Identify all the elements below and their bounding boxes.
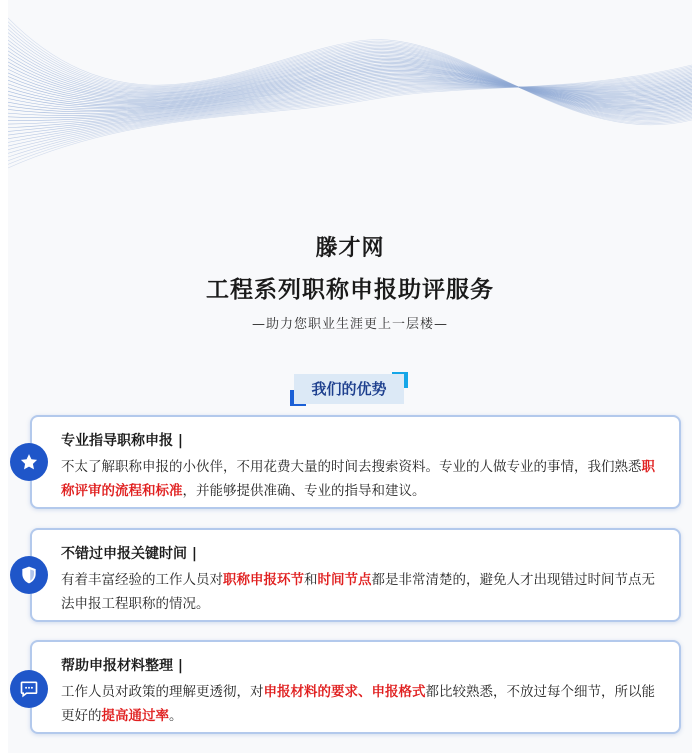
advantage-card-1 <box>30 415 681 509</box>
brand-name: 滕才网 <box>315 236 385 261</box>
body-text: 都是非常清楚的，避免人才出现错过时间节点无法申报工程职称的情况。 <box>61 572 655 612</box>
star-icon <box>10 443 48 481</box>
card-body <box>61 455 665 503</box>
body-text: 都比较熟悉，不放过每个细节，所以能更好的 <box>61 684 655 724</box>
section-badge <box>290 372 408 406</box>
card-body <box>61 568 665 616</box>
highlight-text: 时间节点 <box>317 572 372 588</box>
body-text: 工作人员对政策的理解更透彻，对 <box>61 684 264 700</box>
tagline: —助力您职业生涯更上一层楼— <box>251 317 448 332</box>
highlight-text: 职称申报环节 <box>223 572 304 588</box>
body-text: 不太了解职称申报的小伙伴，不用花费大量的时间去搜索资料。专业的人做专业的事情，我们熟悉 <box>61 459 642 475</box>
card-title: 帮助申报材料整理 | <box>61 658 183 674</box>
body-text: 和 <box>304 572 318 588</box>
body-text: 有着丰富经验的工作人员对 <box>61 572 223 588</box>
highlight-text: 申报材料的要求、申报格式 <box>263 684 426 700</box>
card-title: 专业指导职称申报 | <box>61 433 183 449</box>
highlight-text: 职称评审的流程和标准 <box>61 459 655 499</box>
body-text: ，并能够提供准确、专业的指导和建议。 <box>182 483 426 499</box>
chat-icon <box>10 670 48 708</box>
page-title: 工程系列职称申报助评服务 <box>206 277 494 303</box>
card-title: 不错过申报关键时间 | <box>61 546 197 562</box>
highlight-text: 提高通过率 <box>101 708 169 724</box>
section-badge-label: 我们的优势 <box>294 374 404 404</box>
advantage-card-3 <box>30 640 681 734</box>
shield-icon <box>10 556 48 594</box>
card-body <box>61 680 665 728</box>
wave-decoration <box>8 0 692 200</box>
advantage-card-2 <box>30 528 681 622</box>
body-text: 。 <box>169 708 183 724</box>
